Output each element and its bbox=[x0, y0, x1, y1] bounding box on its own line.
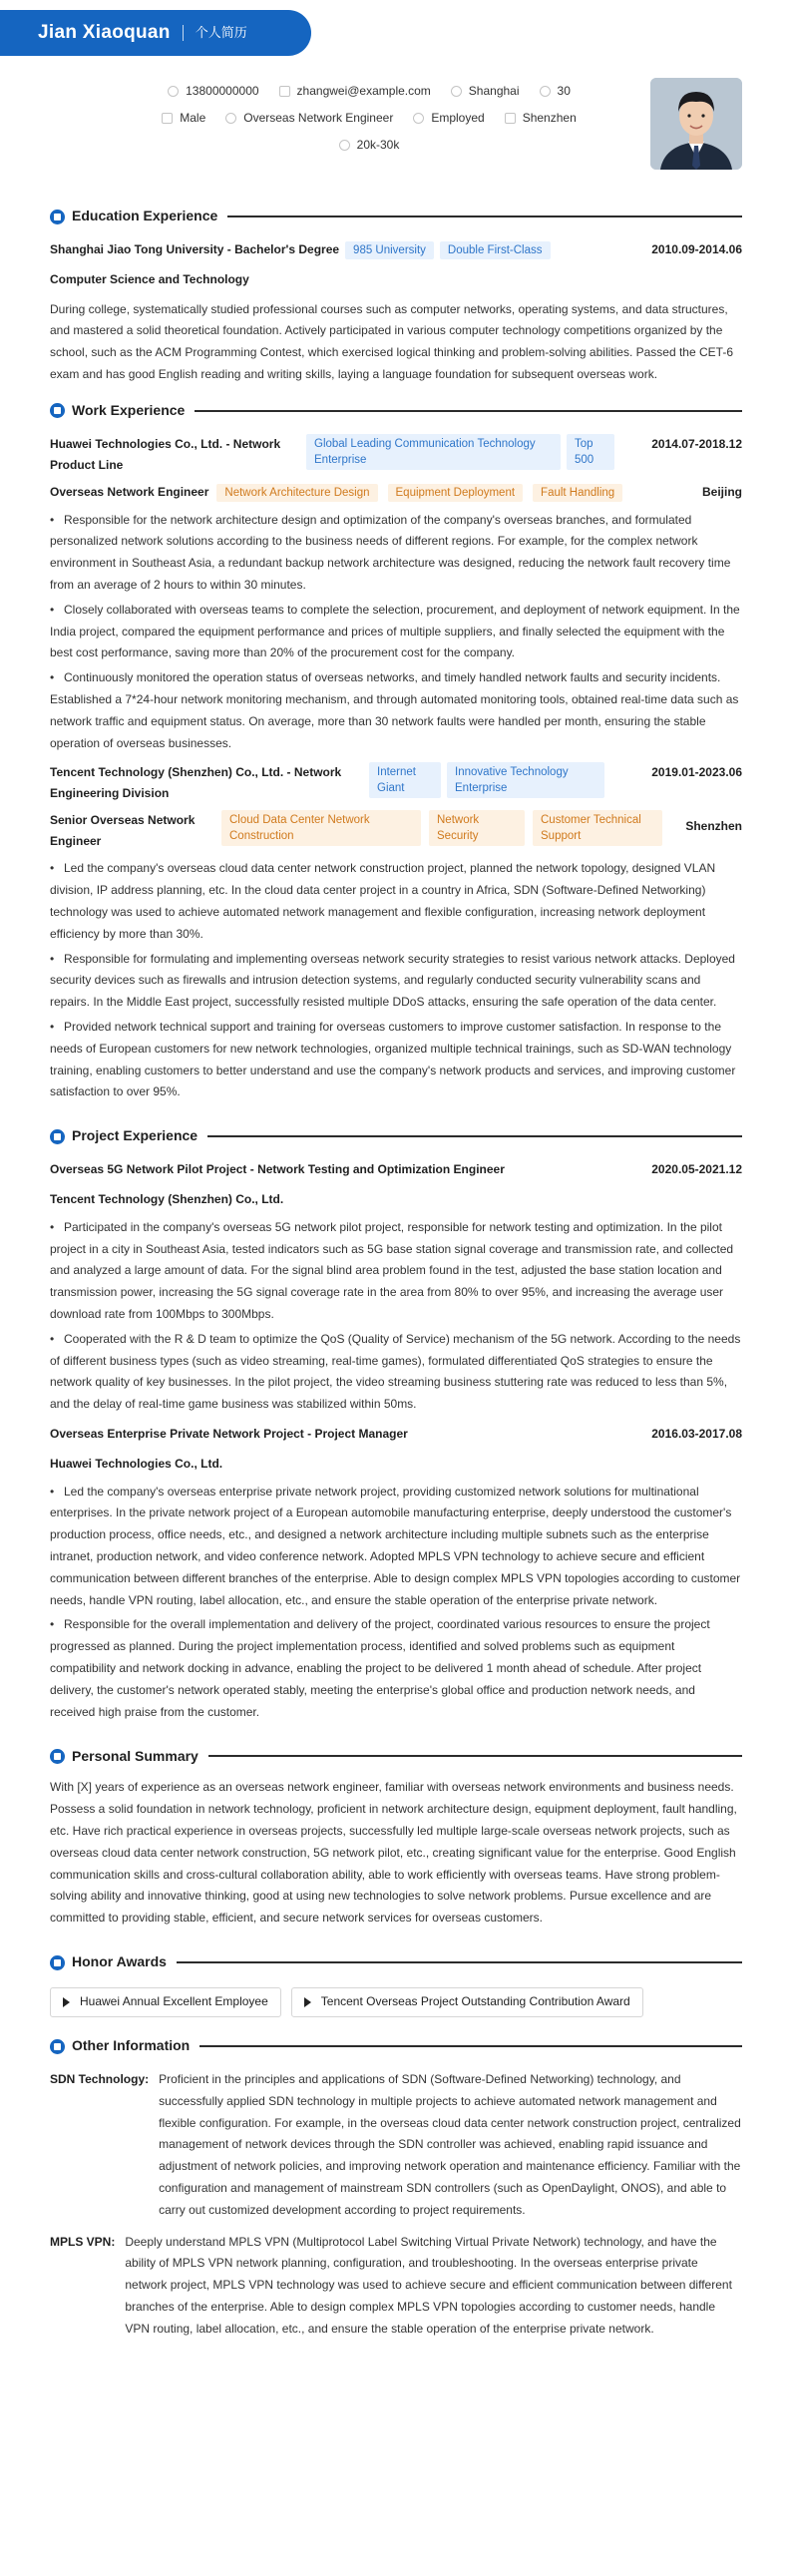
job-role-row bbox=[50, 482, 742, 504]
list-item: • Led the company's overseas cloud data center network construction project, planned the network topology, designed VLAN division, IP address planning, etc. In the cloud data center project in a country in Africa, SDN (Software-Defined Networking) technology was used to achieve automated network management and flexible configuration, increasing network deployment efficiency by more than 30%. bbox=[50, 858, 742, 945]
email-icon bbox=[279, 86, 290, 97]
school-name: Shanghai Jiao Tong University - Bachelor's Degree bbox=[50, 242, 340, 256]
section-divider bbox=[208, 1755, 742, 1757]
briefcase-icon bbox=[50, 403, 65, 418]
gender-icon bbox=[162, 113, 173, 124]
project-bullets bbox=[50, 1482, 742, 1724]
list-item: • Participated in the company's overseas 5G network pilot project, responsible for network testing and optimization. In the pilot project in a city in Southeast Asia, tested indicators such as 5G base station signal coverage and transmission rate, and collected and analyzed a large amount of data. For the signal blind area problem found in the test, adjusted the base station location and transmission power, increasing the 5G signal coverage rate in the area from 80% to over 95%, and increasing the average user download rate from 100Mbps to 300Mbps. bbox=[50, 1217, 742, 1326]
section-divider bbox=[207, 1135, 742, 1137]
job-entry bbox=[50, 434, 742, 755]
job-entry bbox=[50, 762, 742, 1103]
target-position: Overseas Network Engineer bbox=[225, 108, 393, 130]
section-title: Other Information bbox=[72, 2037, 191, 2054]
project-company: Tencent Technology (Shenzhen) Co., Ltd. bbox=[50, 1192, 284, 1207]
job-header bbox=[50, 434, 742, 476]
phone: 13800000000 bbox=[168, 81, 258, 103]
age: 30 bbox=[540, 81, 571, 103]
job-bullets bbox=[50, 858, 742, 1103]
skill-tag: Equipment Deployment bbox=[388, 484, 524, 502]
section-title: Education Experience bbox=[72, 208, 218, 224]
skill-tag: Network Architecture Design bbox=[216, 484, 377, 502]
other-info-text: Proficient in the principles and applications of SDN (Software-Defined Networking) technology, and successfully applied SDN technology in multiple projects to achieve automated network management and flexible configuration. For example, in the overseas cloud data center network construction project, centralized management of network devices through the SDN controller was achieved, enabling rapid issuance and adjustment of network policies, and improving network operation and maintenance efficiency. Familiar with the configuration and management of mainstream SDN controllers (such as OpenDaylight, ONOS), and able to carry out customized development according to project requirements. bbox=[159, 2072, 741, 2217]
candidate-name: Jian Xiaoquan bbox=[38, 21, 171, 43]
project-company: Huawei Technologies Co., Ltd. bbox=[50, 1456, 223, 1471]
list-item: • Cooperated with the R & D team to optimize the QoS (Quality of Service) mechanism of the 5G network. According to the needs of different business types (such as video streaming, real-time games), formulated differentiated QoS strategies to ensure the network quality of key businesses. In the pilot project, the video streaming business stuttering rate was reduced to less than 5%, and the delay of real-time game business was stabilized within 50ms. bbox=[50, 1329, 742, 1416]
phone-icon bbox=[168, 86, 179, 97]
education-description: During college, systematically studied professional courses such as computer networks, operating systems, and data structures, and mastered a solid theoretical foundation. Actively participated in various computer technology competitions organized by the school, such as the ACM Programming Contest, which exercised logical thinking and problem-solving abilities. Passed the CET-6 exam and has good English reading and writing skills, laying a language foundation for subsequent overseas work. bbox=[50, 301, 733, 382]
section-divider bbox=[199, 2045, 742, 2047]
company-tag: Internet Giant bbox=[369, 762, 441, 798]
list-item: • Closely collaborated with overseas teams to complete the selection, procurement, and deployment of network equipment. In the India project, compared the equipment performance and prices of multiple suppliers, and finally selected the equipment with the best cost performance, saving more than 20% of the procurement cost for the company. bbox=[50, 600, 742, 664]
skill-tag: Cloud Data Center Network Construction bbox=[221, 810, 421, 846]
section-divider bbox=[227, 215, 742, 217]
section-header bbox=[50, 1739, 742, 1773]
skill-tag: Network Security bbox=[429, 810, 525, 846]
section-title: Work Experience bbox=[72, 402, 186, 419]
list-item: • Led the company's overseas enterprise private network project, providing customized network solutions for multinational enterprises. In the private network project of a European automobile manufacturing enterprise, deeply understood the customer's production process, office needs, etc., and designed a network architecture including multiple subnets such as the enterprise intranet, production network, and video conference network. Adopted MPLS VPN technology to achieve secure and efficient communication between different branches of the enterprise. Able to design complex MPLS VPN topologies according to customer needs, handle VPN routing, label allocation, etc., and ensure the stable operation of the enterprise private network. bbox=[50, 1482, 742, 1612]
building-icon bbox=[505, 113, 516, 124]
email: zhangwei@example.com bbox=[279, 81, 431, 103]
summary-text: With [X] years of experience as an overseas network engineer, familiar with overseas network environments and business needs. Possess a solid foundation in network technology, proficient in network architecture design, equipment deployment, fault handling, etc. Have rich practical experience in overseas projects, successfully led multiple large-scale overseas network projects, such as overseas cloud data center network construction, 5G network pilot, etc., creating significant value for the enterprise. Good English communication skills and cross-cultural collaboration ability, able to work efficiently with overseas teams. Have strong problem-solving ability and innovative thinking, good at using new technologies to solve network problems. Pursue excellence and are committed to providing stable, efficient, and secure network services for overseas customers. bbox=[50, 1780, 737, 1926]
project-bullets bbox=[50, 1217, 742, 1416]
honor-item: Huawei Annual Excellent Employee bbox=[50, 1987, 281, 2017]
school-tag: 985 University bbox=[345, 241, 434, 259]
project-entry bbox=[50, 1159, 742, 1416]
list-item: • Responsible for formulating and implementing overseas network security strategies to resist various network attacks. Deployed security devices such as firewalls and intrusion detection systems, and regularly conducted security vulnerability scans and repairs. In the Middle East project, successfully resisted multiple DDoS attacks, ensuring the safe operation of the data center. bbox=[50, 949, 742, 1014]
list-item: • Provided network technical support and training for overseas customers to improve customer satisfaction. In response to the needs of European customers for new network technologies, organized multiple technical trainings, such as SD-WAN technology training, enabling customers to better understand and use the company's network products and services, and improving customer satisfaction to over 95%. bbox=[50, 1017, 742, 1103]
job-header bbox=[50, 762, 742, 804]
skill-tag: Fault Handling bbox=[533, 484, 622, 502]
employment-status: Employed bbox=[413, 108, 484, 130]
gender: Male bbox=[162, 108, 205, 130]
honors-section bbox=[50, 1945, 742, 2017]
location-icon bbox=[451, 86, 462, 97]
play-icon bbox=[304, 1997, 311, 2007]
skill-tag: Customer Technical Support bbox=[533, 810, 662, 846]
section-title: Personal Summary bbox=[72, 1747, 198, 1764]
graduation-cap-icon bbox=[50, 210, 65, 224]
company-name: Huawei Technologies Co., Ltd. - Network Product Line bbox=[50, 436, 281, 472]
company-tag: Top 500 bbox=[567, 434, 614, 470]
grid-icon bbox=[50, 1129, 65, 1144]
header bbox=[50, 0, 742, 200]
section-divider bbox=[177, 1961, 742, 1963]
project-section bbox=[50, 1119, 742, 1723]
contact-row bbox=[130, 132, 608, 159]
job-city: Shenzhen bbox=[685, 819, 742, 834]
profile-photo bbox=[650, 78, 742, 170]
project-header bbox=[50, 1424, 742, 1446]
briefcase-icon bbox=[225, 113, 236, 124]
summary-section bbox=[50, 1739, 742, 1930]
education-date: 2010.09-2014.06 bbox=[651, 242, 742, 256]
avatar bbox=[650, 78, 742, 170]
play-icon bbox=[63, 1997, 70, 2007]
project-entry bbox=[50, 1424, 742, 1723]
job-bullets bbox=[50, 510, 742, 755]
major: Computer Science and Technology bbox=[50, 271, 249, 286]
section-divider bbox=[195, 410, 742, 412]
project-name: Overseas Enterprise Private Network Project - Project Manager bbox=[50, 1427, 408, 1442]
honor-list bbox=[50, 1987, 742, 2017]
project-name: Overseas 5G Network Pilot Project - Network Testing and Optimization Engineer bbox=[50, 1162, 505, 1177]
company-tag: Global Leading Communication Technology Enterprise bbox=[306, 434, 561, 470]
job-role-row bbox=[50, 810, 742, 852]
contact-row bbox=[130, 105, 608, 132]
list-item: • Continuously monitored the operation status of overseas networks, and timely handled network faults and security incidents. Established a 7*24-hour network monitoring mechanism, and through automated monitoring tools, obtained real-time data such as network traffic and equipment status. On average, more than 30 network faults were handled per month, ensuring the stable operation of overseas businesses. bbox=[50, 667, 742, 754]
other-info-item bbox=[50, 2069, 742, 2222]
project-header bbox=[50, 1159, 742, 1181]
list-item: • Responsible for the overall implementation and delivery of the project, coordinated various resources to ensure the project progressed as planned. During the project implementation process, identified and solved problems such as equipment compatibility and network docking in advance, enabling the project to be delivered 1 month ahead of schedule. After project delivery, the customer's network operated stably, meeting the enterprise's global office and production network needs, and received high praise from the customer. bbox=[50, 1614, 742, 1723]
project-date: 2020.05-2021.12 bbox=[651, 1162, 742, 1177]
award-icon bbox=[50, 1955, 65, 1970]
company-name: Tencent Technology (Shenzhen) Co., Ltd. - Network Engineering Division bbox=[50, 765, 342, 801]
job-date: 2019.01-2023.06 bbox=[651, 765, 742, 780]
section-header bbox=[50, 1119, 742, 1153]
job-date: 2014.07-2018.12 bbox=[651, 436, 742, 451]
section-header bbox=[50, 394, 742, 428]
company-tag: Innovative Technology Enterprise bbox=[447, 762, 604, 798]
expected-salary: 20k-30k bbox=[339, 135, 400, 157]
section-title: Honor Awards bbox=[72, 1953, 167, 1970]
other-info-label: SDN Technology: bbox=[50, 2072, 150, 2087]
other-info-label: MPLS VPN: bbox=[50, 2234, 116, 2249]
project-date: 2016.03-2017.08 bbox=[651, 1427, 742, 1442]
contact-info bbox=[130, 78, 608, 159]
resume-subtitle: 个人简历 bbox=[195, 25, 247, 41]
education-section bbox=[50, 200, 742, 386]
honor-item: Tencent Overseas Project Outstanding Contribution Award bbox=[291, 1987, 643, 2017]
other-section bbox=[50, 2029, 742, 2341]
education-header bbox=[50, 239, 742, 261]
job-city: Beijing bbox=[701, 484, 742, 499]
other-info-text: Deeply understand MPLS VPN (Multiprotocol Label Switching Virtual Private Network) technology, and have the ability of MPLS VPN network planning, configuration, and troubleshooting. In the overseas enterprise private network project, MPLS VPN technology was used to achieve secure and efficient communication between different branches of the enterprise. Able to design complex MPLS VPN topologies according to customer needs, handle VPN routing, label allocation, etc., and ensure the stable operation of the enterprise private network. bbox=[125, 2234, 732, 2336]
section-header bbox=[50, 2029, 742, 2063]
salary-icon bbox=[339, 140, 350, 151]
section-header bbox=[50, 200, 742, 233]
user-icon bbox=[50, 1749, 65, 1764]
section-header bbox=[50, 1945, 742, 1979]
section-title: Project Experience bbox=[72, 1127, 198, 1144]
list-item: • Responsible for the network architecture design and optimization of the company's overseas branches, and formulated personalized network solutions according to the business needs of different regions. For example, for the complex network environment in Southeast Asia, a redundant backup network architecture was designed, reducing the network fault recovery time from an average of 2 hours to within 30 minutes. bbox=[50, 510, 742, 597]
job-title: Overseas Network Engineer bbox=[50, 484, 209, 499]
location: Shanghai bbox=[451, 81, 520, 103]
contact-row bbox=[130, 78, 608, 105]
info-icon bbox=[50, 2039, 65, 2054]
age-icon bbox=[540, 86, 551, 97]
status-icon bbox=[413, 113, 424, 124]
other-info-item bbox=[50, 2232, 742, 2341]
work-section bbox=[50, 394, 742, 1103]
target-city: Shenzhen bbox=[505, 108, 577, 130]
job-title: Senior Overseas Network Engineer bbox=[50, 813, 196, 849]
school-tag: Double First-Class bbox=[440, 241, 551, 259]
